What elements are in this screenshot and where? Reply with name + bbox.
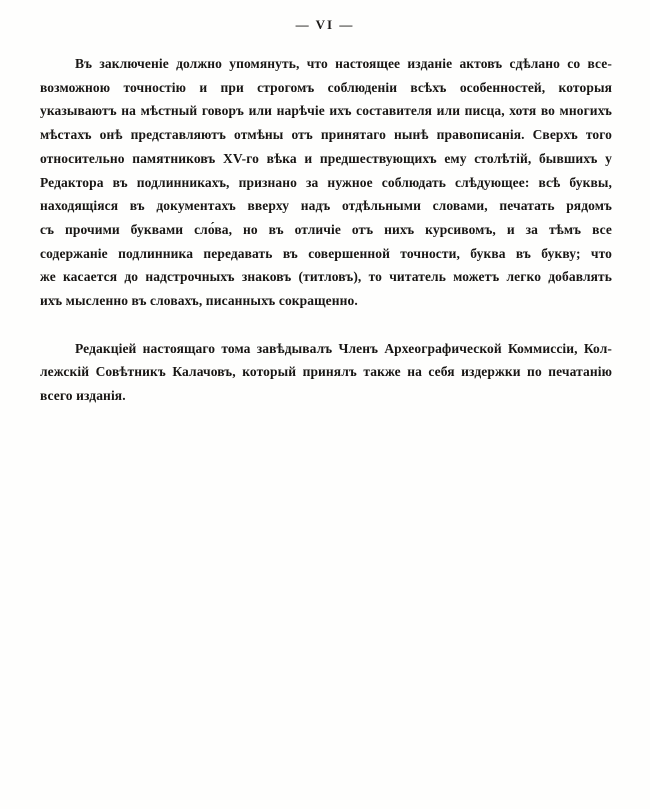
text-line: Редактора въ подлинникахъ, признано за нужное соблюдать слѣдующее: всѣ буквы,	[40, 174, 612, 190]
text-line: всего изданія.	[40, 388, 126, 404]
text-line: находящіяся въ документахъ вверху надъ отдѣльными словами, печатать рядомъ	[40, 198, 612, 214]
text-line: мѣстахъ онѣ представляютъ отмѣны отъ принятаго нынѣ правописанія. Сверхъ того	[40, 127, 612, 143]
paragraph-editor-credit	[40, 337, 612, 408]
text-block	[40, 52, 612, 408]
page-number-header: — VI —	[295, 17, 355, 32]
text-line: ихъ мысленно въ словахъ, писанныхъ сокращенно.	[40, 293, 358, 309]
text-line: относительно памятниковъ XV-го вѣка и предшествующихъ ему столѣтій, бывшихъ у	[40, 150, 612, 166]
text-line: Редакціей настоящаго тома завѣдывалъ Членъ Археографической Коммиссіи, Кол-	[75, 340, 612, 356]
text-line: лежскій Совѣтникъ Калачовъ, который принялъ также на себя издержки по печатанію	[40, 364, 612, 380]
text-line: содержаніе подлинника передавать въ совершенной точности, буква въ букву; что	[40, 245, 612, 261]
text-line: же касается до надстрочныхъ знаковъ (титловъ), то читатель можетъ легко добавлять	[40, 269, 612, 285]
text-line: съ прочими буквами сло́ва, но въ отличіе отъ нихъ курсивомъ, и за тѣмъ все	[40, 221, 612, 237]
text-line: указываютъ на мѣстный говоръ или нарѣчіе ихъ составителя или писца, хотя во многихъ	[40, 103, 612, 119]
text-line: возможною точностію и при строгомъ соблюденіи всѣхъ особенностей, которыя	[40, 79, 612, 95]
paragraph-editorial-note	[40, 52, 612, 313]
text-line: Въ заключеніе должно упомянуть, что настоящее изданіе актовъ сдѣлано со все-	[75, 56, 612, 71]
